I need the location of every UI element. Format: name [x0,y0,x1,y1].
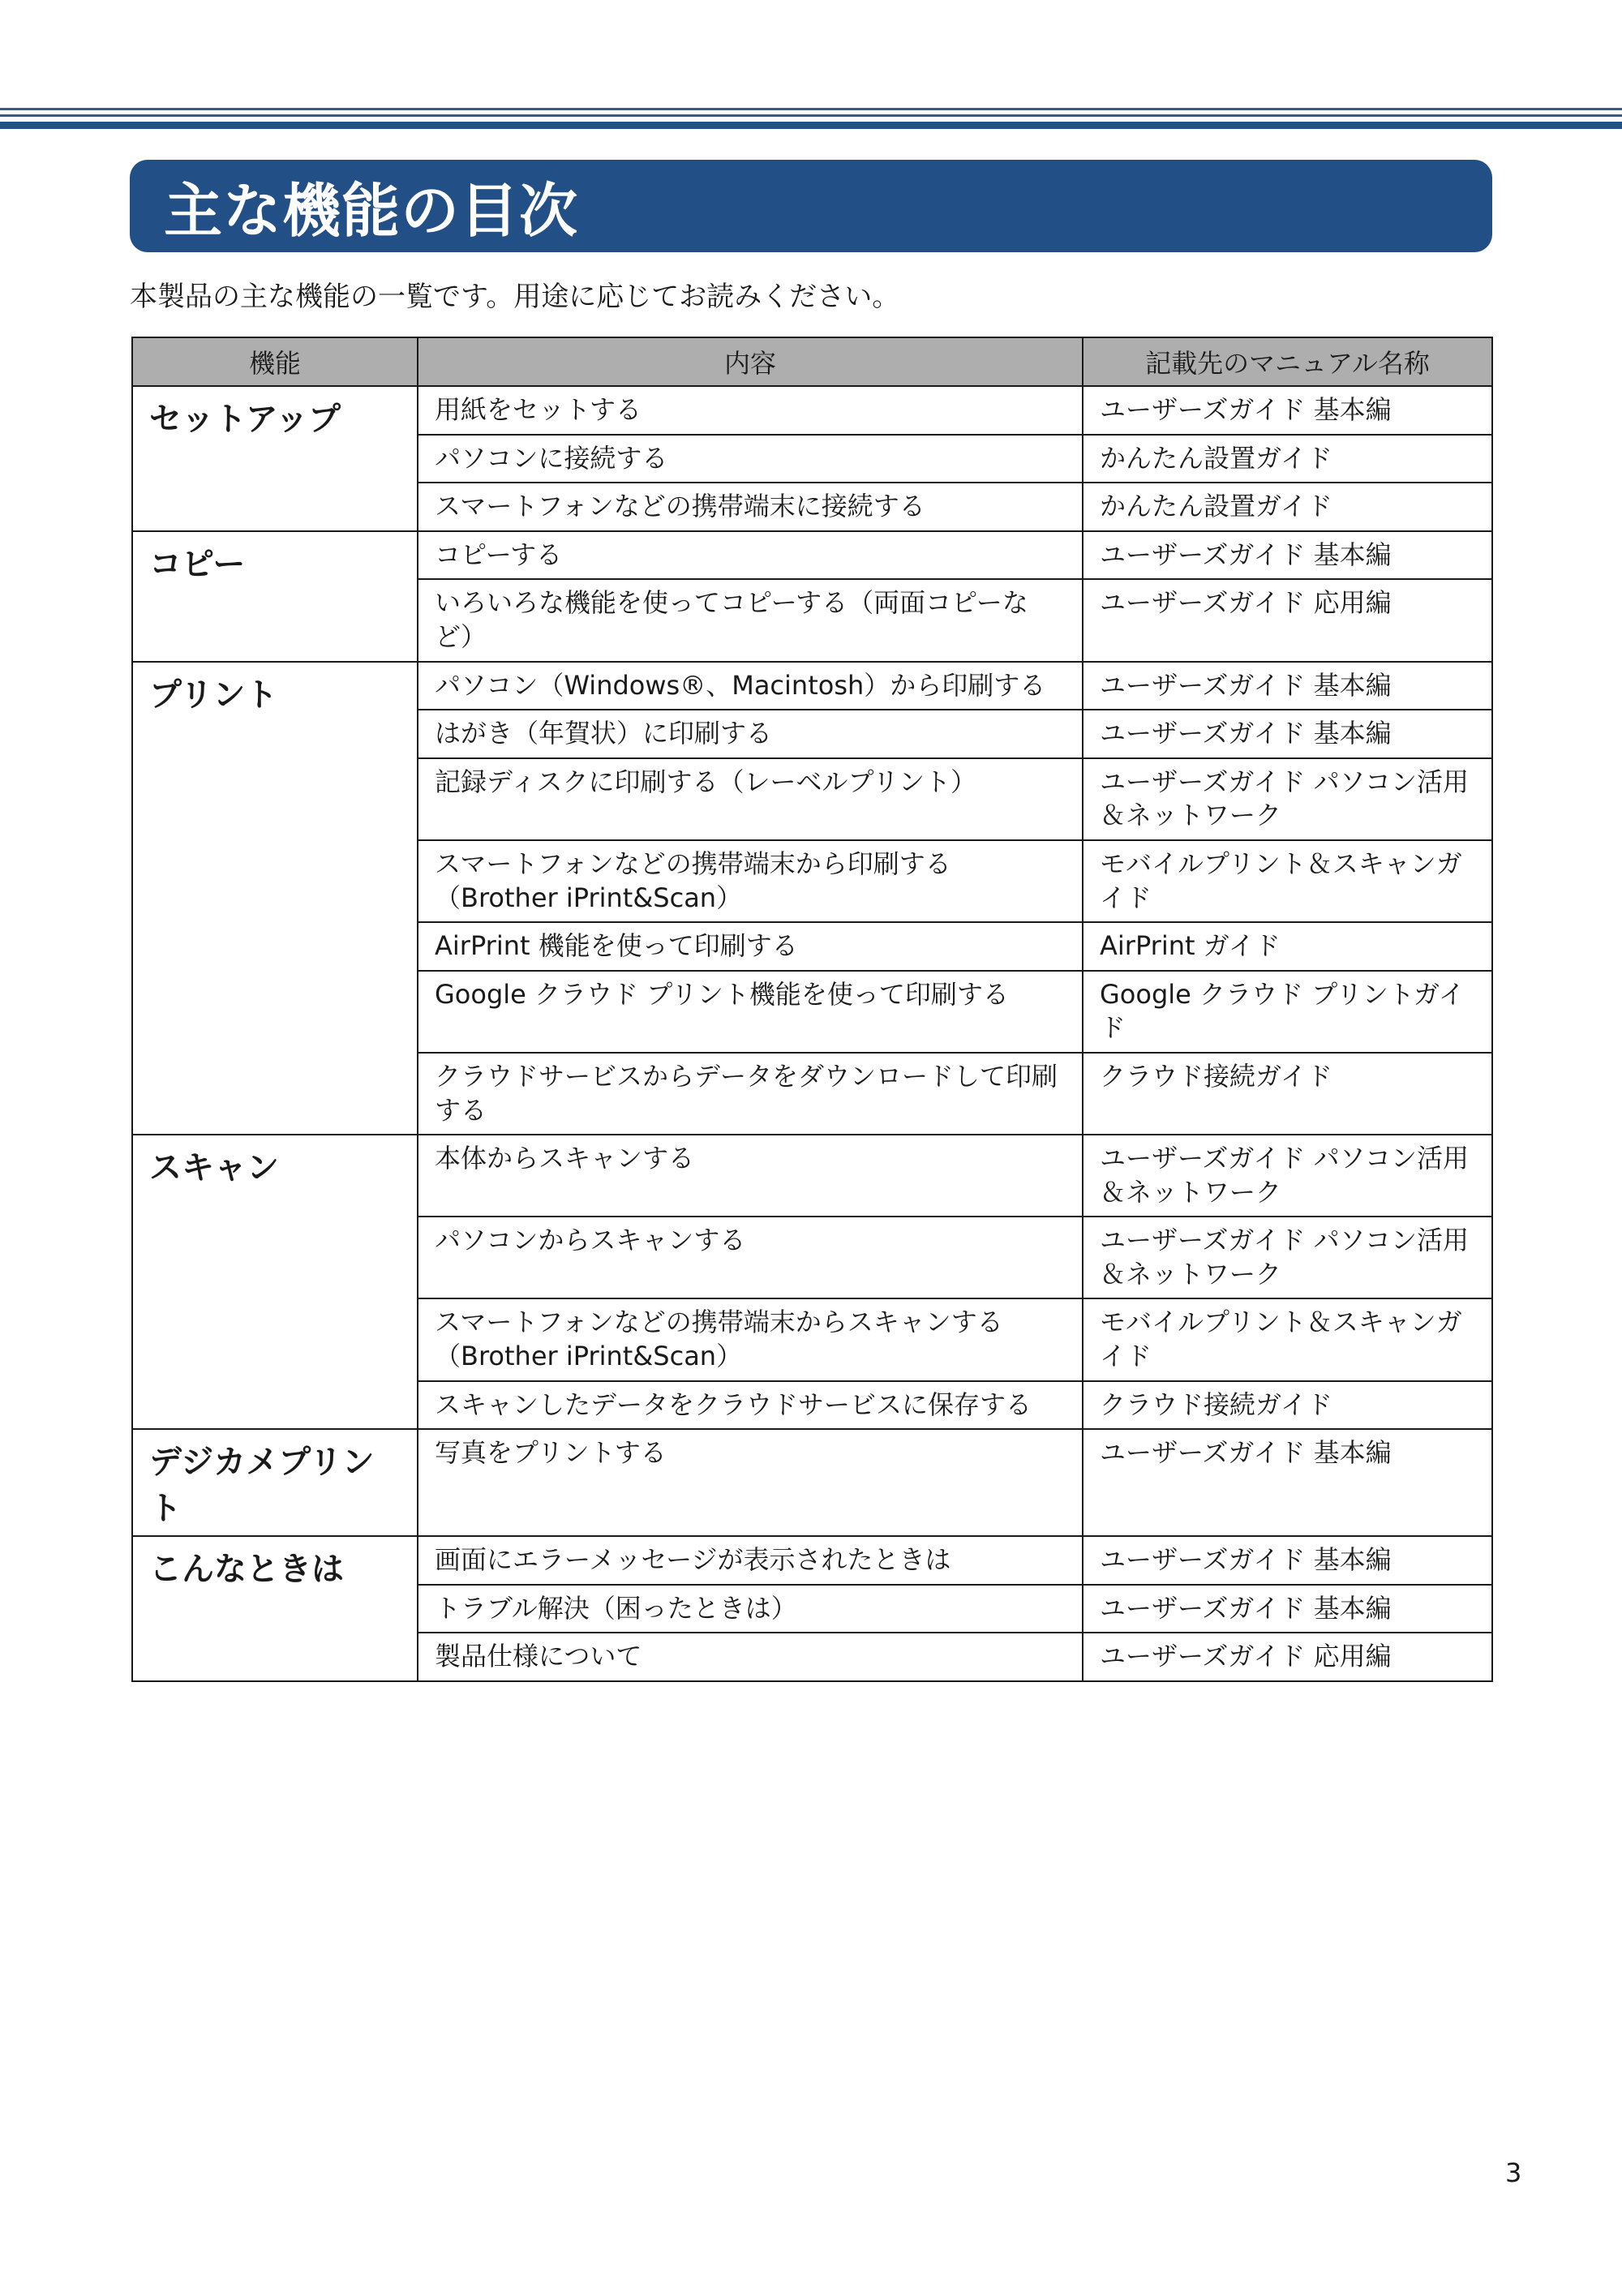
table-row [132,531,1492,580]
table-row [132,1429,1492,1536]
content-cell: 用紙をセットする [418,386,1083,435]
content-cell: スマートフォンなどの携帯端末に接続する [418,483,1083,531]
table-row [132,1135,1492,1217]
manual-cell: Google クラウド プリントガイド [1083,971,1492,1053]
function-cell: デジカメプリント [132,1429,418,1536]
table-row [132,662,1492,710]
manual-cell: クラウド接続ガイド [1083,1053,1492,1135]
content-cell: パソコンからスキャンする [418,1217,1083,1298]
function-table [131,337,1493,1682]
manual-cell: AirPrint ガイド [1083,922,1492,971]
manual-cell: クラウド接続ガイド [1083,1381,1492,1430]
manual-cell: ユーザーズガイド 基本編 [1083,710,1492,758]
manual-cell: ユーザーズガイド 基本編 [1083,1429,1492,1536]
manual-cell: モバイルプリント＆スキャンガイド [1083,1298,1492,1380]
table-row [132,386,1492,435]
content-cell: 本体からスキャンする [418,1135,1083,1217]
content-cell: クラウドサービスからデータをダウンロードして印刷する [418,1053,1083,1135]
content-cell: Google クラウド プリント機能を使って印刷する [418,971,1083,1053]
function-cell: コピー [132,531,418,662]
function-cell: プリント [132,662,418,1135]
manual-cell: ユーザーズガイド 基本編 [1083,662,1492,710]
header-function: 機能 [132,337,418,386]
content-cell: パソコン（Windows®、Macintosh）から印刷する [418,662,1083,710]
header-rule-thin-1 [0,108,1622,110]
manual-cell: ユーザーズガイド 基本編 [1083,1585,1492,1633]
manual-cell: ユーザーズガイド 基本編 [1083,386,1492,435]
manual-cell: ユーザーズガイド パソコン活用＆ネットワーク [1083,1135,1492,1217]
intro-text: 本製品の主な機能の一覧です。用途に応じてお読みください。 [130,281,900,313]
content-cell: 画面にエラーメッセージが表示されたときは [418,1536,1083,1585]
manual-cell: モバイルプリント＆スキャンガイド [1083,840,1492,922]
manual-cell: ユーザーズガイド 応用編 [1083,1633,1492,1681]
page-title: 主な機能の目次 [164,177,579,245]
header-content: 内容 [418,337,1083,386]
header-manual: 記載先のマニュアル名称 [1083,337,1492,386]
page-number: 3 [1505,2157,1522,2188]
manual-cell: ユーザーズガイド 基本編 [1083,531,1492,580]
manual-cell: ユーザーズガイド 基本編 [1083,1536,1492,1585]
content-cell: 記録ディスクに印刷する（レーベルプリント） [418,758,1083,840]
header-rule-thin-2 [0,114,1622,117]
content-cell: スマートフォンなどの携帯端末からスキャンする（Brother iPrint&Scan） [418,1298,1083,1380]
manual-cell: かんたん設置ガイド [1083,435,1492,483]
content-cell: パソコンに接続する [418,435,1083,483]
content-cell: スマートフォンなどの携帯端末から印刷する（Brother iPrint&Scan） [418,840,1083,922]
content-cell: AirPrint 機能を使って印刷する [418,922,1083,971]
header-rule-thick [0,122,1622,129]
manual-cell: かんたん設置ガイド [1083,483,1492,531]
table-header-row [132,337,1492,386]
manual-cell: ユーザーズガイド パソコン活用＆ネットワーク [1083,758,1492,840]
manual-cell: ユーザーズガイド パソコン活用＆ネットワーク [1083,1217,1492,1298]
function-cell: セットアップ [132,386,418,531]
content-cell: 写真をプリントする [418,1429,1083,1536]
manual-cell: ユーザーズガイド 応用編 [1083,579,1492,661]
table-row [132,1536,1492,1585]
content-cell: トラブル解決（困ったときは） [418,1585,1083,1633]
content-cell: はがき（年賀状）に印刷する [418,710,1083,758]
table-body [132,386,1492,1681]
content-cell: いろいろな機能を使ってコピーする（両面コピーなど） [418,579,1083,661]
function-cell: こんなときは [132,1536,418,1681]
function-cell: スキャン [132,1135,418,1429]
content-cell: 製品仕様について [418,1633,1083,1681]
content-cell: スキャンしたデータをクラウドサービスに保存する [418,1381,1083,1430]
title-banner [130,160,1492,252]
content-cell: コピーする [418,531,1083,580]
